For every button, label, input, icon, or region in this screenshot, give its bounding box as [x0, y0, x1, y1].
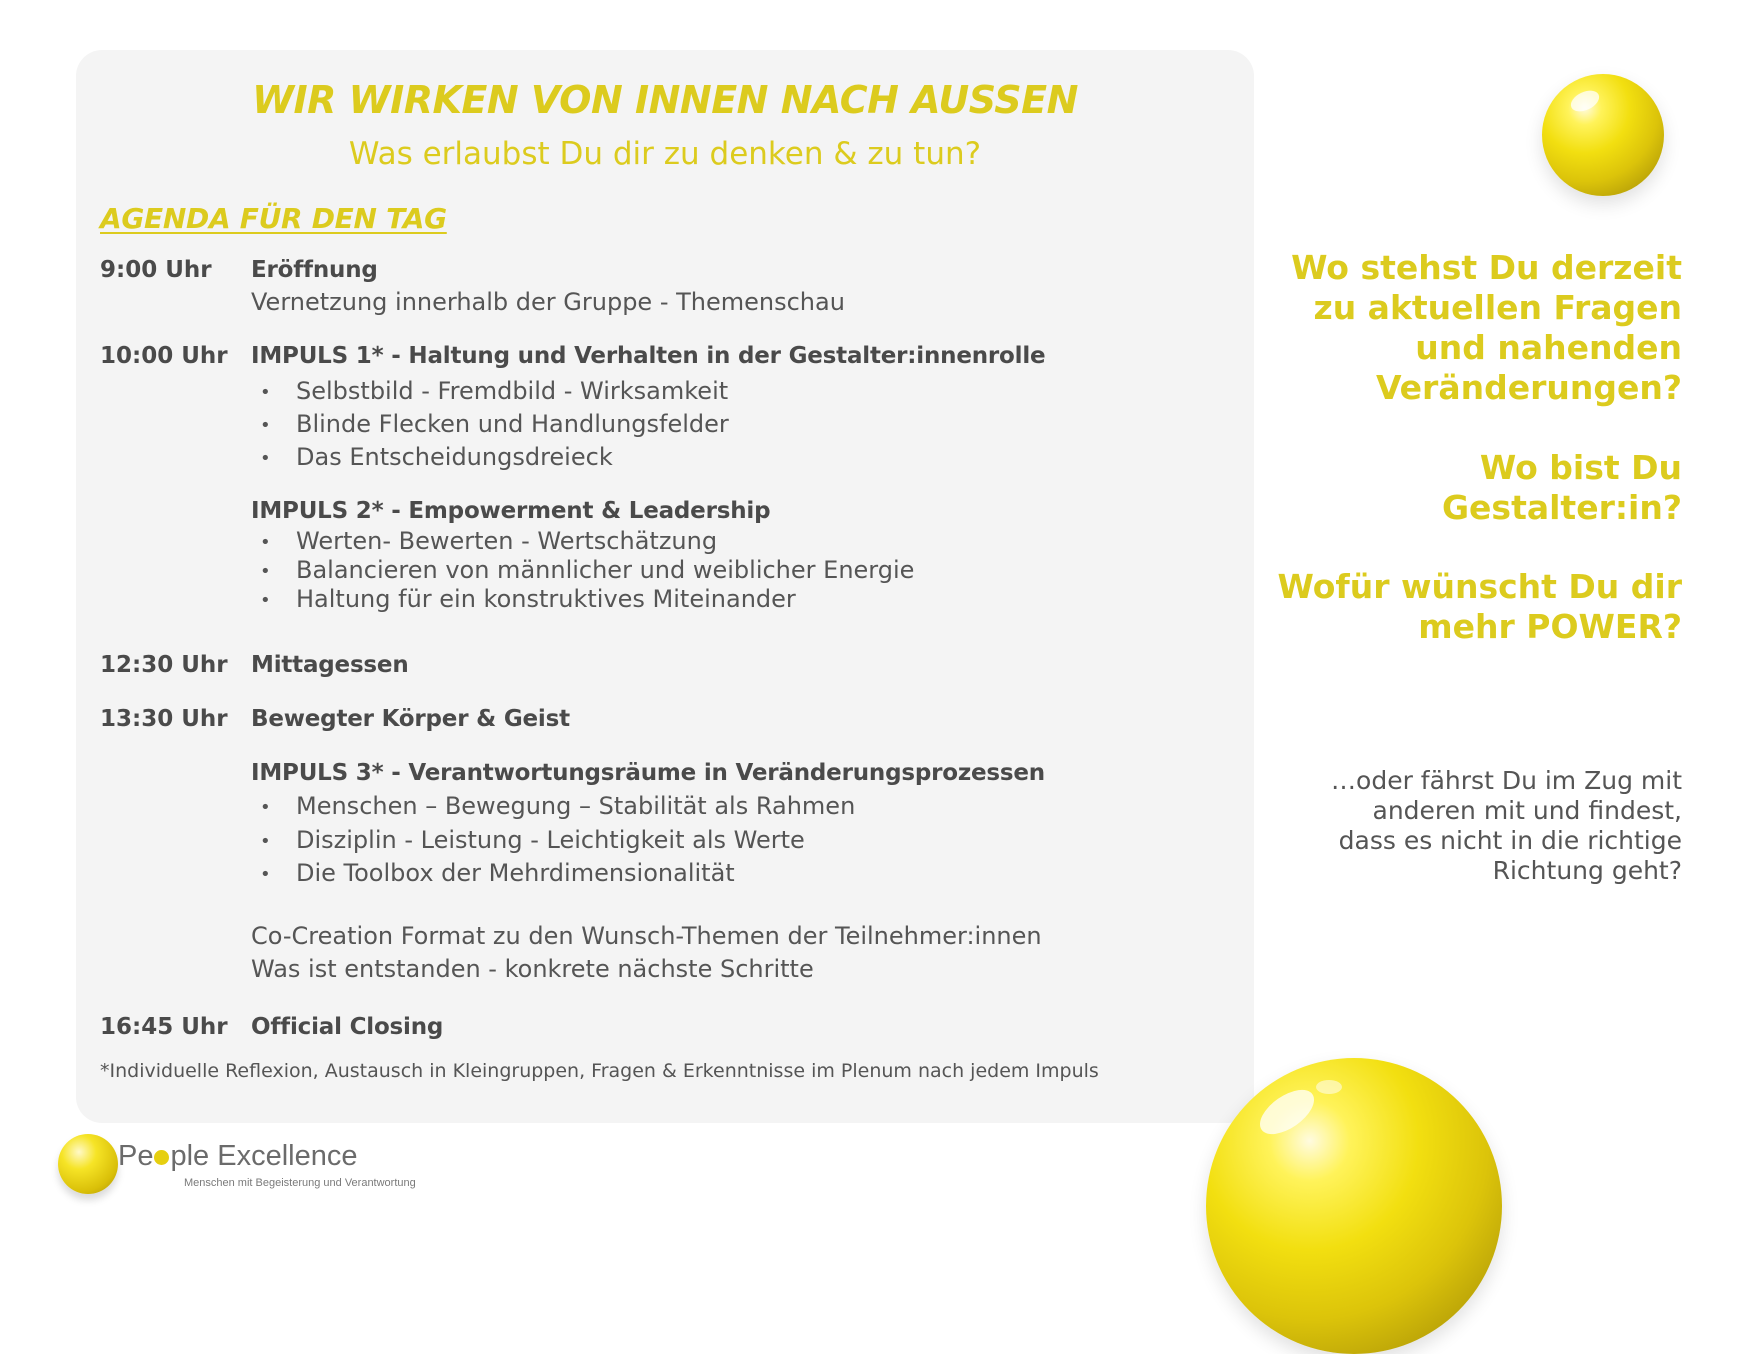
logo-sphere-icon: [58, 1134, 118, 1194]
bullet-text: Die Toolbox der Mehrdimensionalität: [296, 859, 735, 887]
item-title-closing: Official Closing: [251, 1014, 444, 1040]
logo-name-end: ple Excellence: [170, 1140, 358, 1172]
logo-name: [118, 1140, 357, 1173]
people-excellence-logo: [40, 1124, 460, 1204]
note-line: Richtung geht?: [1492, 856, 1682, 885]
time-0900: 9:00 Uhr: [100, 257, 212, 283]
page-subtitle: Was erlaubst Du dir zu denken & zu tun?: [348, 136, 982, 172]
question-line: Wo stehst Du derzeit: [1291, 248, 1682, 287]
sphere-highlight: [1252, 1081, 1321, 1143]
bullet-text: Das Entscheidungsdreieck: [296, 443, 613, 471]
time-1230: 12:30 Uhr: [100, 652, 228, 678]
note-line: anderen mit und findest,: [1372, 796, 1682, 825]
time-1645: 16:45 Uhr: [100, 1014, 228, 1040]
bullet-dot: •: [260, 414, 271, 436]
item-title-eroeffnung: Eröffnung: [251, 257, 378, 283]
bullet-text: Selbstbild - Fremdbild - Wirksamkeit: [296, 377, 729, 405]
bullet-dot: •: [260, 447, 271, 469]
question-line: Wo bist Du: [1479, 448, 1682, 487]
item-title-impuls-2: IMPULS 2* - Empowerment & Leadership: [251, 498, 771, 524]
item-title-impuls-1: IMPULS 1* - Haltung und Verhalten in der Gestalter:innenrolle: [251, 343, 1046, 369]
bullet-item: [251, 377, 728, 405]
note-line: …oder fährst Du im Zug mit: [1331, 766, 1682, 795]
note-line: dass es nicht in die richtige: [1338, 826, 1682, 855]
large-yellow-sphere-icon: [1206, 1058, 1502, 1354]
bullet-dot: •: [260, 796, 271, 818]
item-title-mittagessen: Mittagessen: [251, 652, 409, 678]
sphere-highlight: [1316, 1080, 1342, 1094]
footnote: *Individuelle Reflexion, Austausch in Kleingruppen, Fragen & Erkenntnisse im Plenum nach jedem Impuls: [100, 1060, 1099, 1082]
bullet-item: [251, 443, 613, 471]
bullet-item: [251, 556, 914, 584]
question-line: Wofür wünscht Du dir: [1277, 567, 1682, 606]
question-line: Gestalter:in?: [1441, 488, 1682, 527]
time-1000: 10:00 Uhr: [100, 343, 228, 369]
bullet-text: Werten- Bewerten - Wertschätzung: [296, 527, 718, 555]
question-line: und nahenden: [1415, 328, 1682, 367]
bullet-text: Balancieren von männlicher und weiblicher Energie: [296, 556, 915, 584]
bullet-item: [251, 826, 805, 854]
bullet-text: Blinde Flecken und Handlungsfelder: [296, 410, 729, 438]
logo-tagline: Menschen mit Begeisterung und Verantwortung: [184, 1177, 416, 1189]
yellow-sphere-icon: [1542, 74, 1664, 196]
bullet-text: Menschen – Bewegung – Stabilität als Rahmen: [296, 792, 856, 820]
bullet-text: Haltung für ein konstruktives Miteinander: [296, 585, 796, 613]
question-wo-stehst-du: [1291, 248, 1682, 408]
item-title-impuls-3: IMPULS 3* - Verantwortungsräume in Veränderungsprozessen: [251, 760, 1045, 786]
side-note: [1331, 766, 1682, 886]
page-title: WIR WIRKEN VON INNEN NACH AUSSEN: [252, 78, 1078, 122]
sphere-highlight: [1568, 87, 1603, 116]
logo-name-start: Pe: [118, 1140, 154, 1172]
agenda-card: [76, 50, 1254, 1123]
bullet-dot: •: [260, 531, 271, 553]
bullet-item: [251, 792, 855, 820]
bullet-dot: •: [260, 863, 271, 885]
logo-dot-icon: [154, 1150, 169, 1165]
question-line: Veränderungen?: [1375, 368, 1682, 407]
bullet-item: [251, 585, 796, 613]
item-line-vernetzung: Vernetzung innerhalb der Gruppe - Themenschau: [251, 288, 845, 316]
bullet-item: [251, 859, 735, 887]
bullet-dot: •: [260, 560, 271, 582]
item-title-bewegter-koerper: Bewegter Körper & Geist: [251, 706, 570, 732]
item-line-next-steps: Was ist entstanden - konkrete nächste Schritte: [251, 955, 814, 983]
question-line: mehr POWER?: [1418, 607, 1682, 646]
question-wo-bist-du: [1442, 448, 1682, 528]
bullet-dot: •: [260, 830, 271, 852]
bullet-dot: •: [260, 381, 271, 403]
question-wofuer-power: [1277, 567, 1682, 647]
agenda-heading: AGENDA FÜR DEN TAG: [100, 202, 447, 235]
bullet-text: Disziplin - Leistung - Leichtigkeit als Werte: [296, 826, 805, 854]
question-line: zu aktuellen Fragen: [1313, 288, 1682, 327]
bullet-item: [251, 527, 717, 555]
time-1330: 13:30 Uhr: [100, 706, 228, 732]
item-line-co-creation: Co-Creation Format zu den Wunsch-Themen der Teilnehmer:innen: [251, 922, 1042, 950]
bullet-dot: •: [260, 589, 271, 611]
bullet-item: [251, 410, 729, 438]
